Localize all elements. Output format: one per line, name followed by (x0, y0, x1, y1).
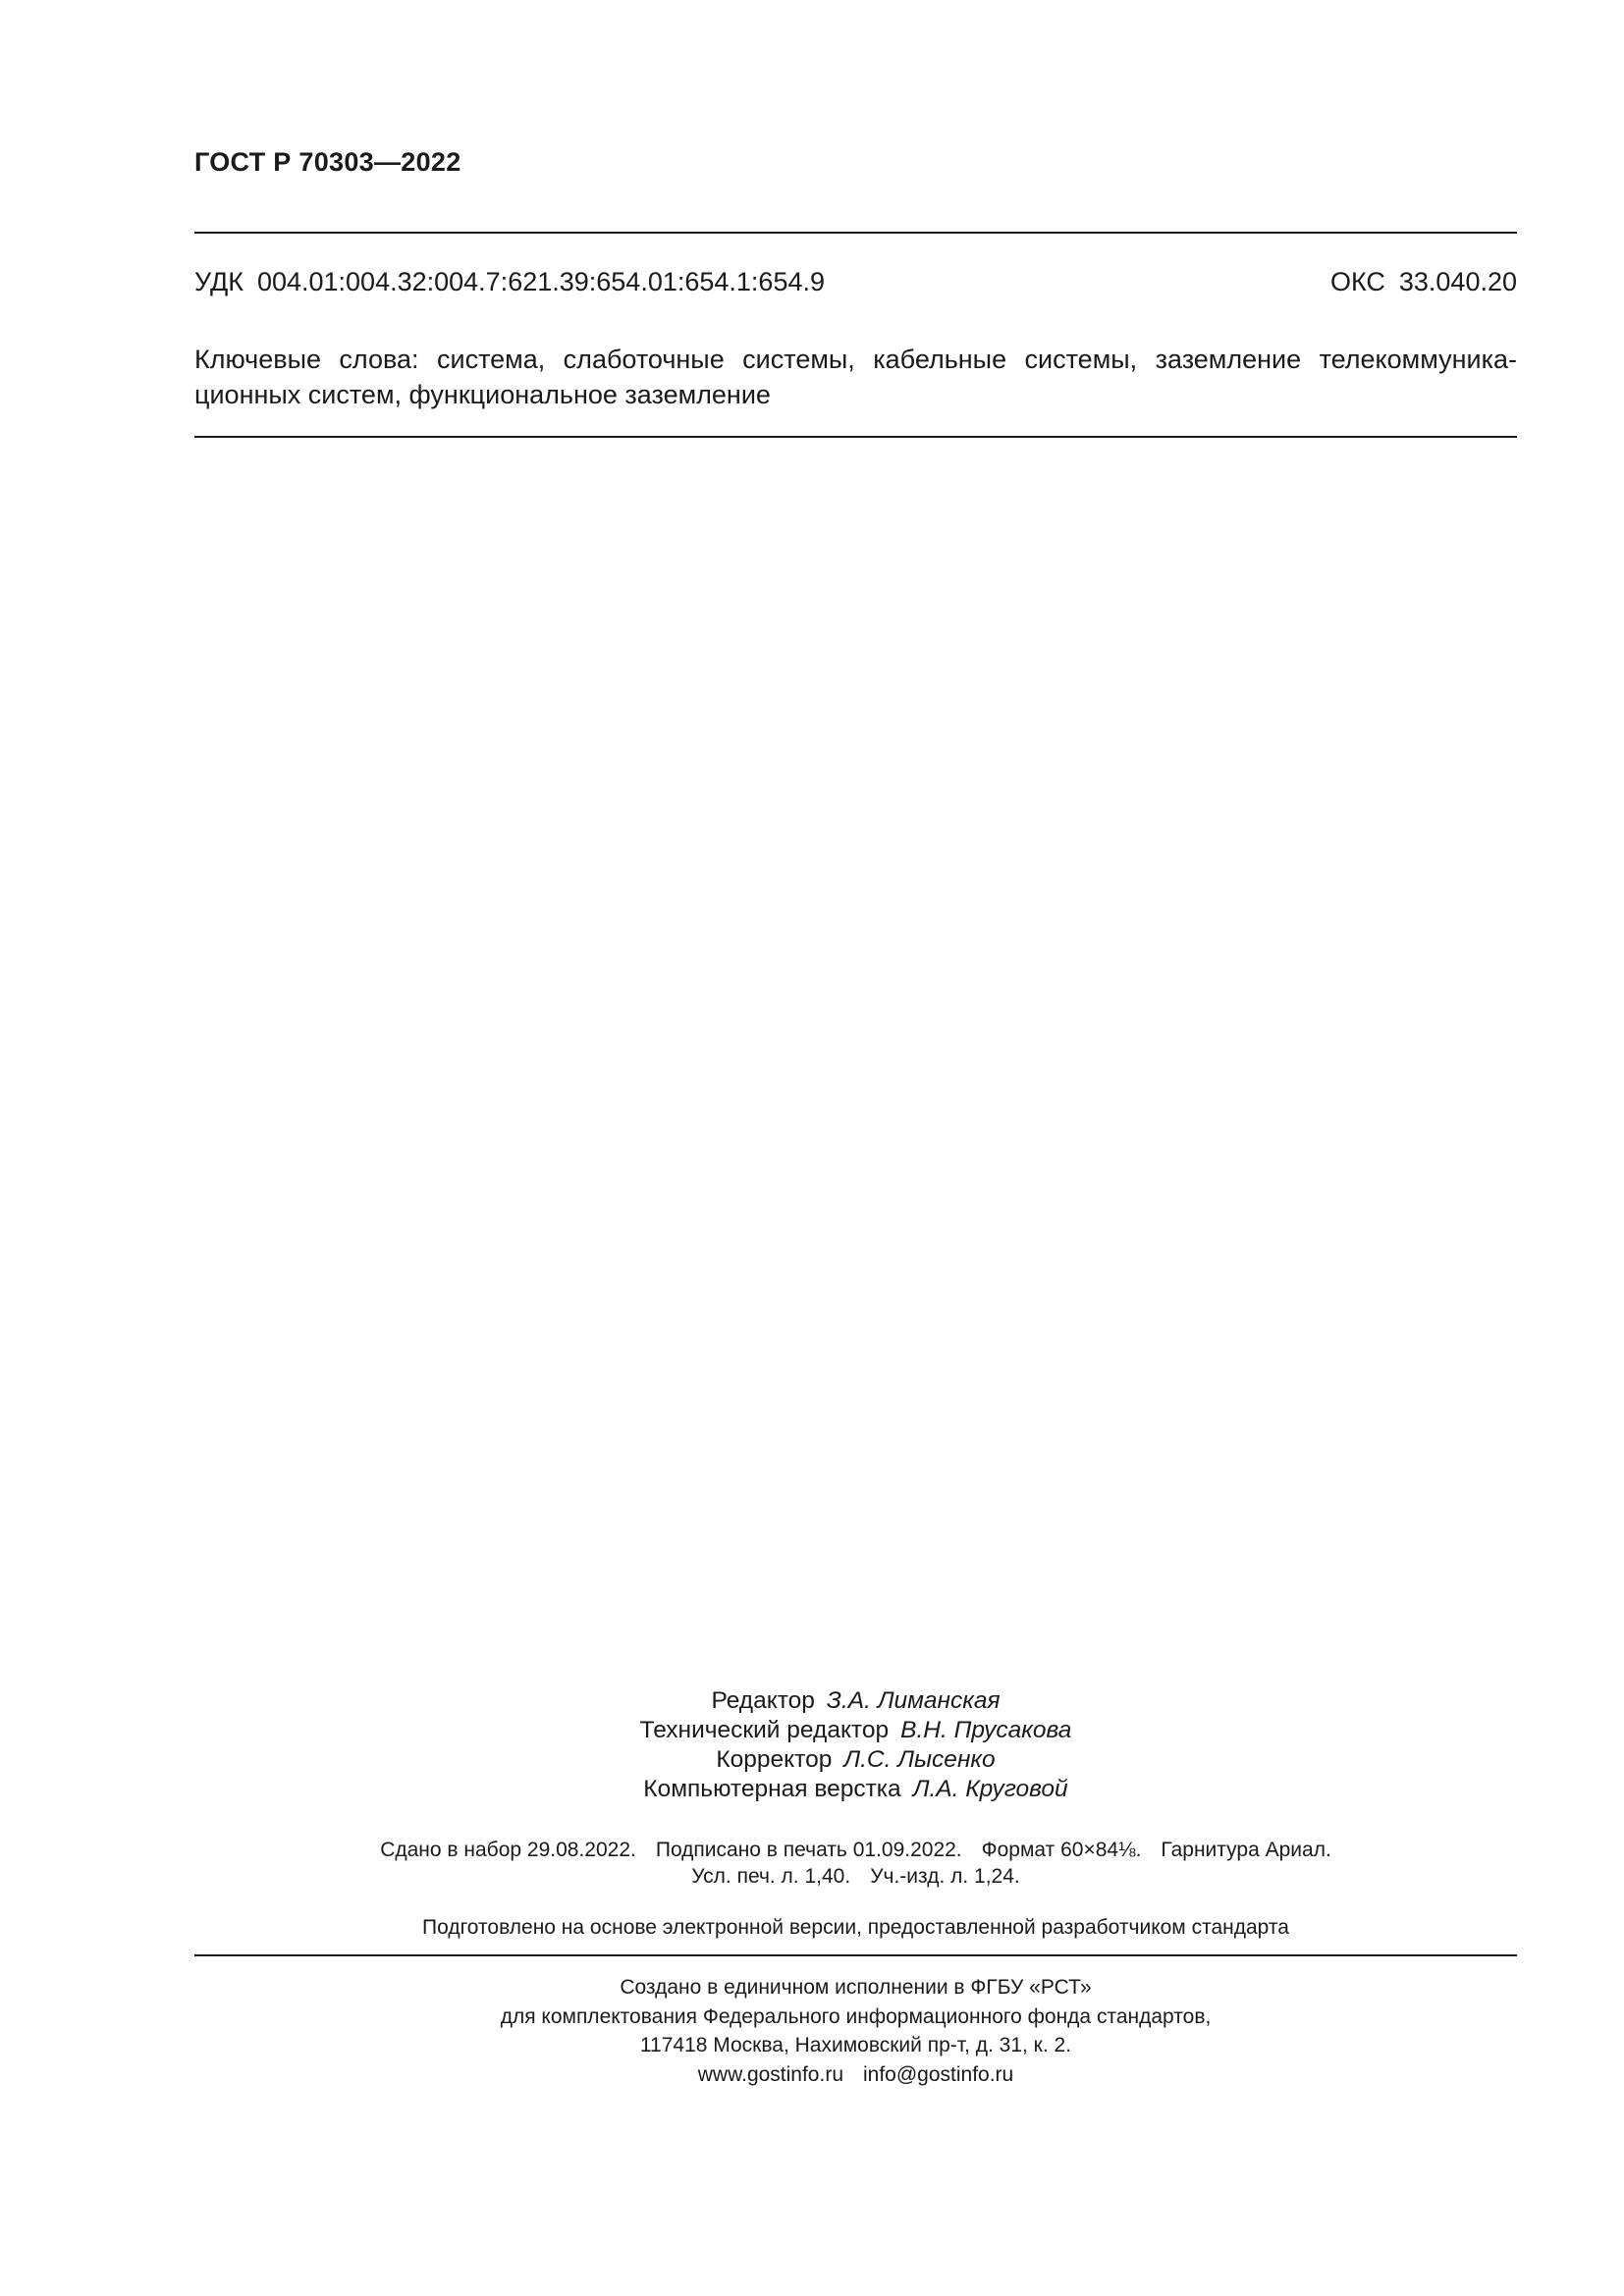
prepared-note: Подготовлено на основе электронной версии, предоставленной разработчиком стандарта (422, 1916, 1289, 1939)
credit-role: Компьютерная верстка (643, 1776, 901, 1802)
credit-editor (194, 1686, 1517, 1716)
credit-name: З.А. Лиманская (826, 1687, 1001, 1714)
udk-value: 004.01:004.32:004.7:621.39:654.01:654.1:654.9 (256, 267, 825, 296)
imprint-block (194, 1837, 1517, 1890)
credit-technical-editor (194, 1716, 1517, 1745)
credit-proofreader (194, 1745, 1517, 1775)
oks-label: ОКС (1329, 267, 1385, 296)
credit-role: Редактор (711, 1687, 815, 1714)
publisher-footer (194, 1973, 1517, 2089)
credit-name: Л.А. Круговой (912, 1776, 1068, 1802)
top-divider (194, 232, 1517, 234)
keywords-line-1: Ключевые слова: система, слаботочные системы, кабельные системы, заземление телекоммуника- (194, 345, 1517, 374)
credit-layout (194, 1775, 1517, 1804)
standard-id: ГОСТ Р 70303—2022 (194, 147, 461, 177)
credit-name: Л.С. Лысенко (843, 1746, 996, 1773)
imprint-format: Формат 60×84⅛. (981, 1839, 1142, 1861)
oks-block (1330, 267, 1517, 297)
credits-block (194, 1686, 1517, 1804)
footer-line-3: 117418 Москва, Нахимовский пр-т, д. 31, к. 2. (639, 2034, 1072, 2056)
keywords-line-2: ционных систем, функциональное заземление (194, 380, 771, 409)
credit-name: В.Н. Прусакова (900, 1717, 1072, 1743)
imprint-publisher-sheets: Уч.-изд. л. 1,24. (870, 1865, 1020, 1888)
website-link[interactable]: www.gostinfo.ru (697, 2062, 843, 2086)
credit-role: Корректор (716, 1746, 833, 1773)
footer-line-1: Создано в единичном исполнении в ФГБУ «РСТ» (620, 1976, 1092, 1999)
footer-divider (194, 1954, 1517, 1956)
oks-value: 33.040.20 (1398, 267, 1517, 296)
imprint-print-date: Подписано в печать 01.09.2022. (655, 1839, 962, 1861)
footer-line-2: для комплектования Федерального информационного фонда стандартов, (500, 2004, 1212, 2028)
keywords-paragraph (194, 342, 1517, 412)
imprint-line-2 (194, 1863, 1517, 1890)
credit-role: Технический редактор (639, 1717, 890, 1743)
imprint-typeface: Гарнитура Ариал. (1161, 1839, 1331, 1861)
imprint-typeset-date: Сдано в набор 29.08.2022. (380, 1839, 636, 1861)
udk-label: УДК (194, 267, 244, 296)
email-link[interactable]: info@gostinfo.ru (863, 2062, 1014, 2086)
imprint-line-1 (194, 1837, 1517, 1863)
classification-row (194, 267, 1517, 297)
udk-block (194, 267, 825, 297)
footer-links (194, 2060, 1517, 2090)
keywords-divider (194, 436, 1517, 438)
imprint-print-sheets: Усл. печ. л. 1,40. (691, 1865, 851, 1888)
